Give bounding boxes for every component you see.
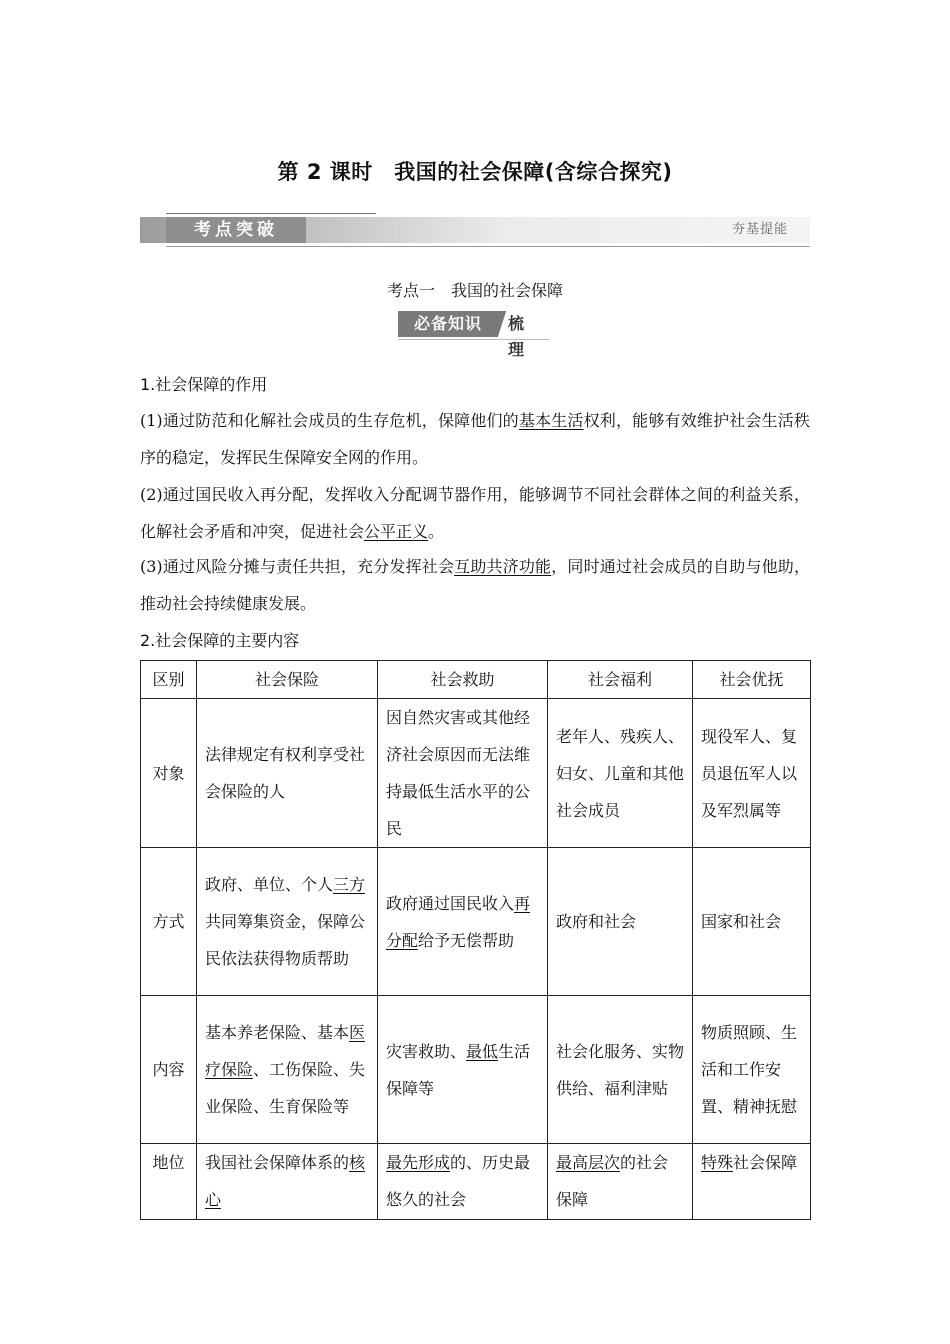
table-cell: 现役军人、复员退伍军人以及军烈属等 [693,699,811,848]
table-cell: 因自然灾害或其他经济社会原因而无法维持最低生活水平的公民 [378,699,548,848]
table-cell: 最高层次的社会保障 [548,1144,693,1220]
badge-right-label: 梳理 [508,314,525,359]
kaodian-title: 考点一 我国的社会保障 [386,281,563,300]
section-bar [140,213,810,247]
badge-left-label: 必备知识 [398,311,498,337]
table-header: 社会保险 [197,661,378,699]
answer-blank: 最先形成 [386,1153,451,1172]
answer-blank: 医疗保险 [205,1023,366,1079]
table-header: 社会福利 [548,661,693,699]
table-cell: 基本养老保险、基本医疗保险、工伤保险、失业保险、生育保险等 [197,996,378,1144]
row-label: 内容 [141,996,197,1144]
table-cell: 国家和社会 [693,848,811,996]
answer-blank: 特殊 [701,1153,734,1172]
row-label: 方式 [141,848,197,996]
table-header: 社会救助 [378,661,548,699]
table-cell: 政府通过国民收入再分配给予无偿帮助 [378,848,548,996]
paragraph-3: (3)通过风险分摊与责任共担，充分发挥社会互助共济功能，同时通过社会成员的自助与他助，推动社会持续健康发展。 [140,557,810,613]
section-heading-1: 1.社会保障的作用 [140,375,268,394]
table-cell: 政府、单位、个人三方共同筹集资金，保障公民依法获得物质帮助 [197,848,378,996]
table-cell: 法律规定有权利享受社会保险的人 [197,699,378,848]
page-title: 第 2 课时 我国的社会保障(含综合探究) [277,160,673,184]
table-cell: 老年人、残疾人、妇女、儿童和其他社会成员 [548,699,693,848]
table-header-row [141,661,811,699]
answer-blank: 最低 [466,1041,499,1061]
table-header: 区别 [141,661,197,699]
section-right-label: 夯基提能 [731,222,788,237]
table-row [141,699,811,848]
table-cell: 特殊社会保障 [693,1144,811,1220]
table-cell: 灾害救助、最低生活保障等 [378,996,548,1144]
answer-blank: 互助共济功能 [454,557,552,576]
table-cell: 我国社会保障体系的核心 [197,1144,378,1220]
paragraph-1: (1)通过防范和化解社会成员的生存危机，保障他们的基本生活权利，能够有效维护社会生活秩序的稳定，发挥民生保障安全网的作用。 [140,411,810,467]
answer-blank: 最高层次 [556,1153,621,1172]
social-security-table [140,660,811,1220]
row-label: 地位 [141,1144,197,1220]
table-row [141,1144,811,1220]
table-cell: 政府和社会 [548,848,693,996]
answer-blank: 再分配 [386,893,531,950]
table-row [141,848,811,996]
badge-underline [398,339,550,340]
table-cell: 最先形成的、历史最悠久的社会 [378,1144,548,1220]
answer-blank: 公平正义 [364,522,429,541]
table-cell: 社会化服务、实物供给、福利津贴 [548,996,693,1144]
row-label: 对象 [141,699,197,848]
section-bar-top-line [166,213,376,214]
answer-blank: 核心 [205,1153,366,1209]
section-heading-2: 2.社会保障的主要内容 [140,631,300,650]
answer-blank: 三方 [333,875,366,894]
section-bar-bottom-line [166,246,810,247]
table-header: 社会优抚 [693,661,811,699]
paragraph-2: (2)通过国民收入再分配，发挥收入分配调节器作用，能够调节不同社会群体之间的利益关系，化解社会矛盾和冲突，促进社会公平正义。 [140,485,810,541]
answer-blank: 基本生活 [518,411,584,430]
table-row [141,996,811,1144]
table-cell: 物质照顾、生活和工作安置、精神抚慰 [693,996,811,1144]
section-tab-label: 考点突破 [166,217,306,243]
